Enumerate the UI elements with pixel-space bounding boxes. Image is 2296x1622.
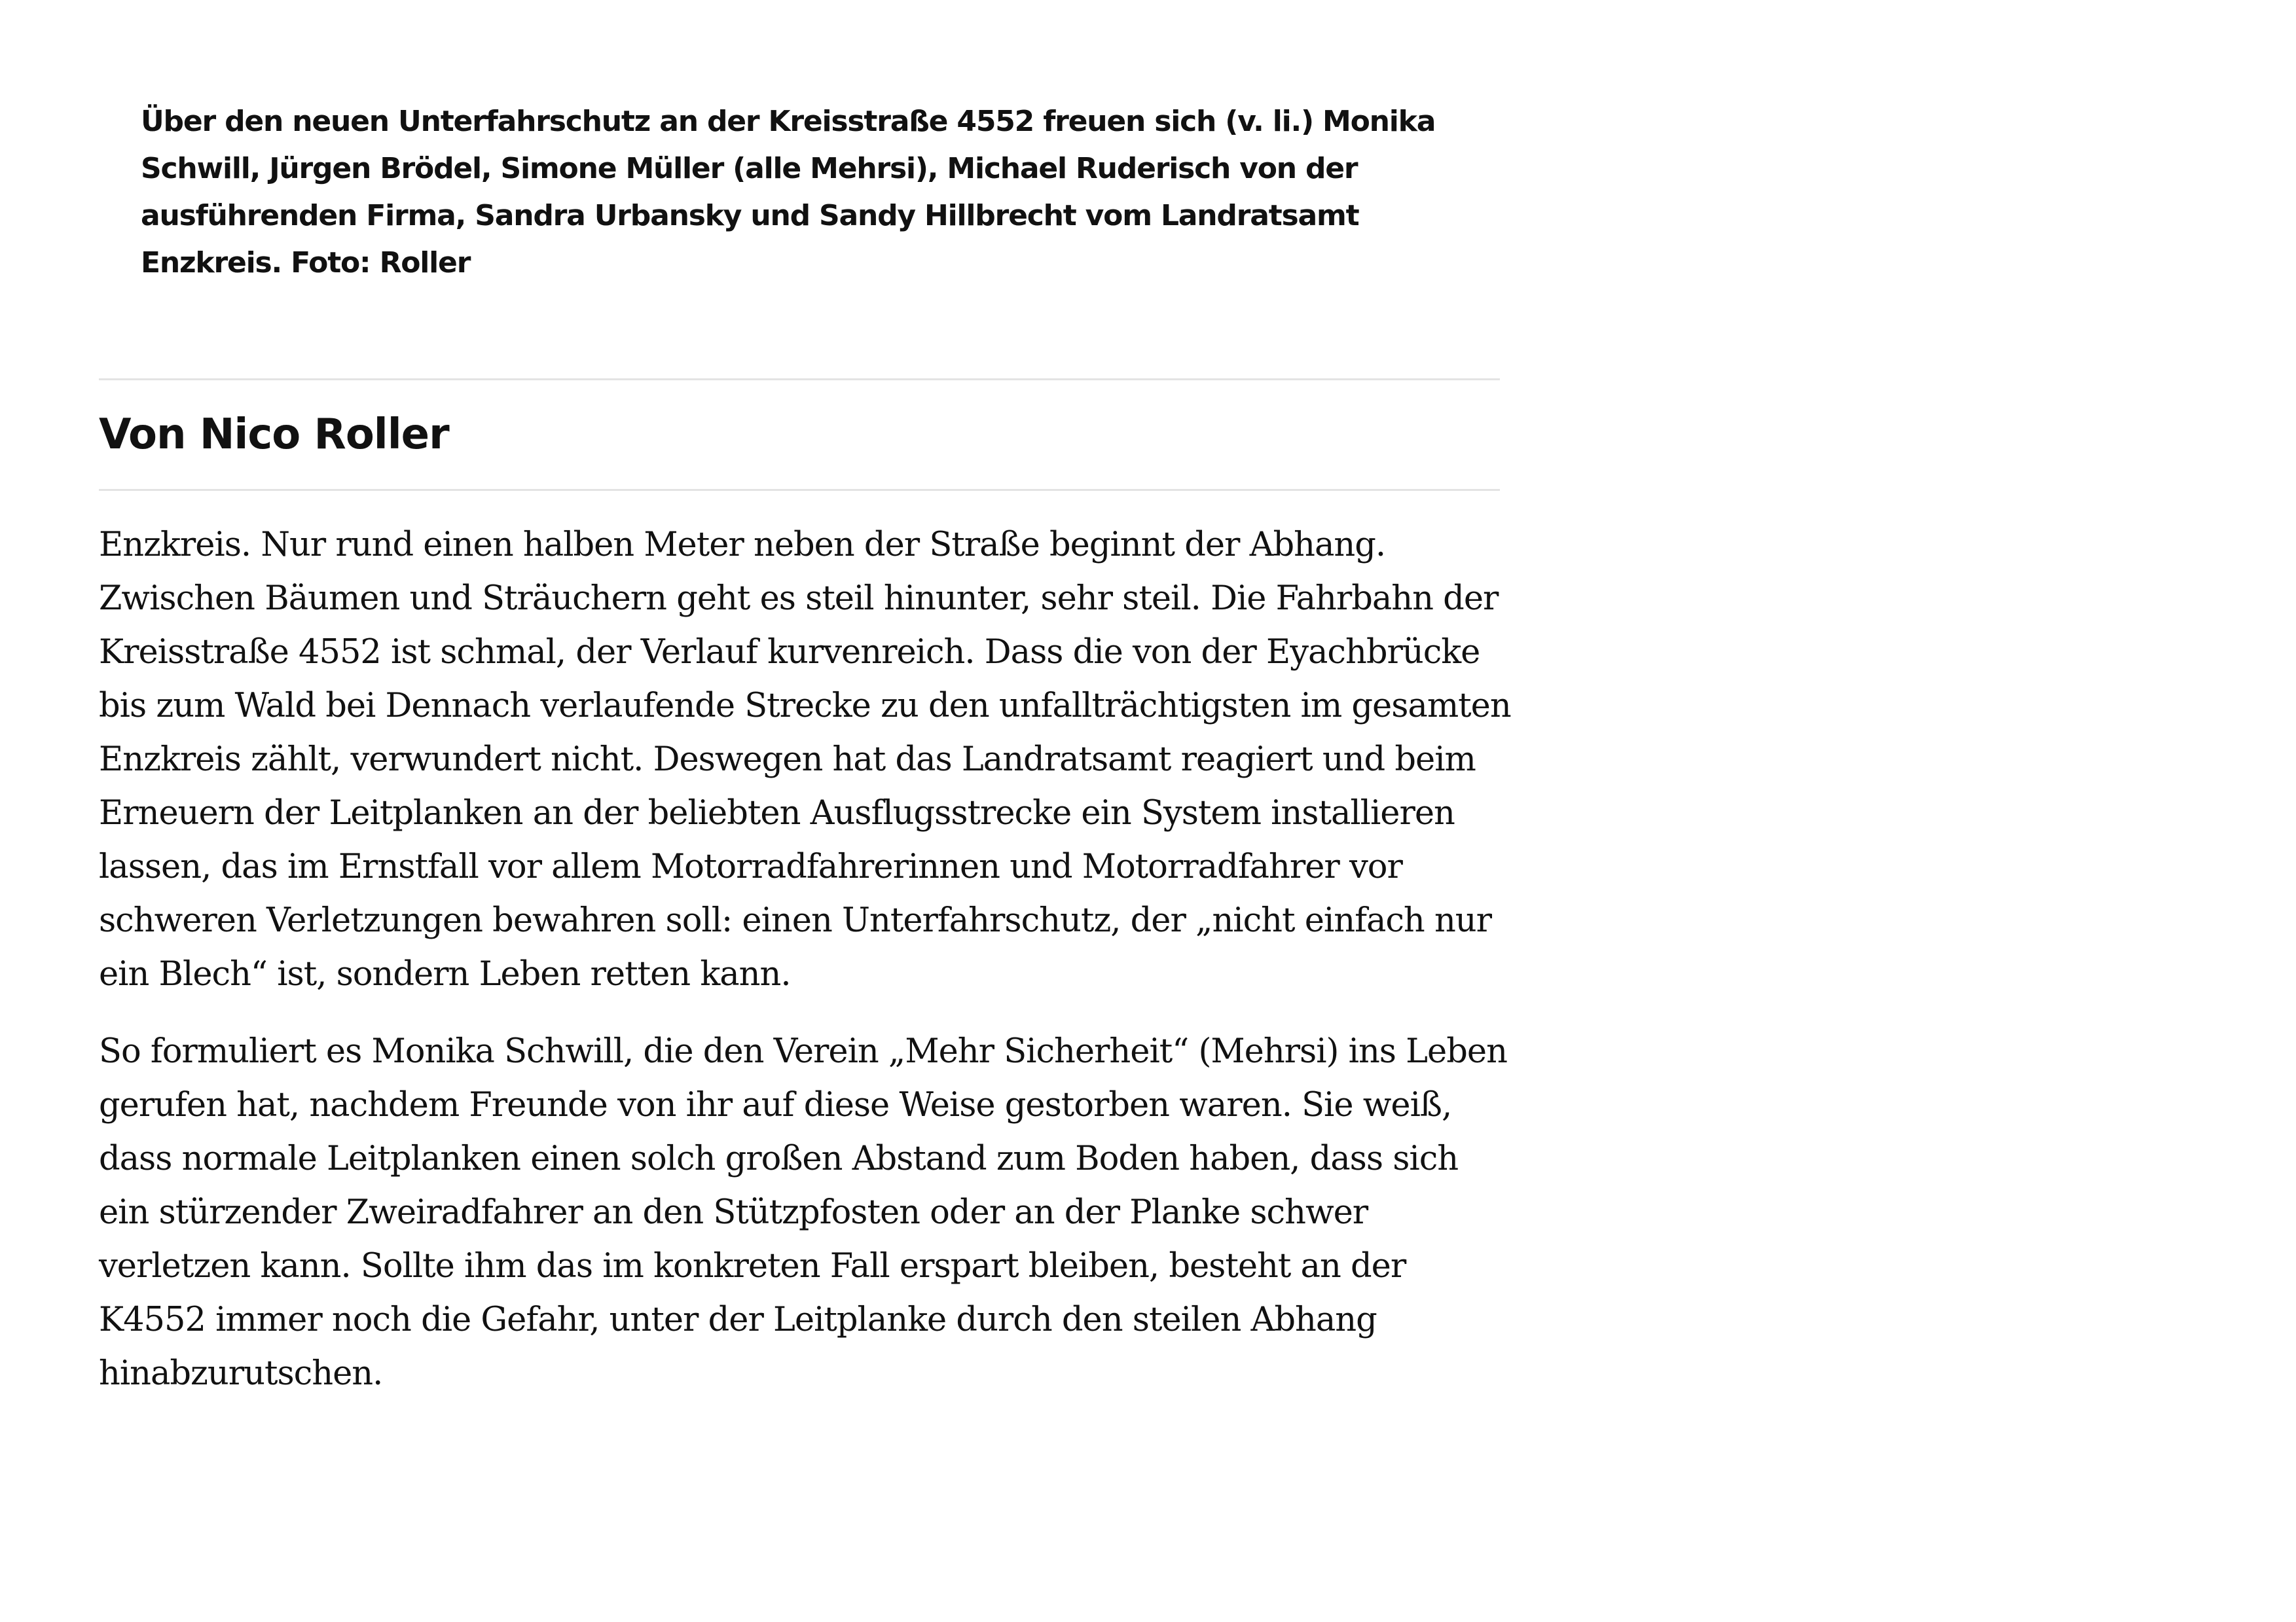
article-paragraph-2: So formuliert es Monika Schwill, die den Verein „Mehr Sicherheit“ (Mehrsi) ins Leben gerufen hat, nachdem Freunde von ihr auf diese Weise gestorben waren. Sie weiß, dass normale Leitplanken einen solch großen Abstand zum Boden haben, dass sich ein stürzender Zweiradfahrer an den Stützpfosten oder an der Planke schwer verletzen kann. Sollte ihm das im konkreten Fall erspart bleiben, besteht an der K4552 immer noch die Gefahr, unter der Leitplanke durch den steilen Abhang hinabzurutschen. <box>99 1032 1507 1393</box>
article <box>99 98 1511 1401</box>
author-byline: Von Nico Roller <box>99 410 449 459</box>
photo-caption: Über den neuen Unterfahrschutz an der Kreisstraße 4552 freuen sich (v. li.) Monika Schwill, Jürgen Brödel, Simone Müller (alle Mehrsi), Michael Ruderisch von der ausführenden Firma, Sandra Urbansky und Sandy Hillbrecht vom Landratsamt Enzkreis. Foto: Roller <box>141 105 1436 279</box>
divider-bottom <box>99 489 1500 491</box>
article-paragraph-1: Enzkreis. Nur rund einen halben Meter neben der Straße beginnt der Abhang. Zwischen Bäumen und Sträuchern geht es steil hinunter, sehr steil. Die Fahrbahn der Kreisstraße 4552 ist schmal, der Verlauf kurvenreich. Dass die von der Eyachbrücke bis zum Wald bei Dennach verlaufende Strecke zu den unfallträchtigsten im gesamten Enzkreis zählt, verwundert nicht. Deswegen hat das Landratsamt reagiert und beim Erneuern der Leitplanken an der beliebten Ausflugsstrecke ein System installieren lassen, das im Ernstfall vor allem Motorradfahrerinnen und Motorradfahrer vor schweren Verletzungen bewahren soll: einen Unterfahrschutz, der „nicht einfach nur ein Blech“ ist, sondern Leben retten kann. <box>99 526 1511 994</box>
